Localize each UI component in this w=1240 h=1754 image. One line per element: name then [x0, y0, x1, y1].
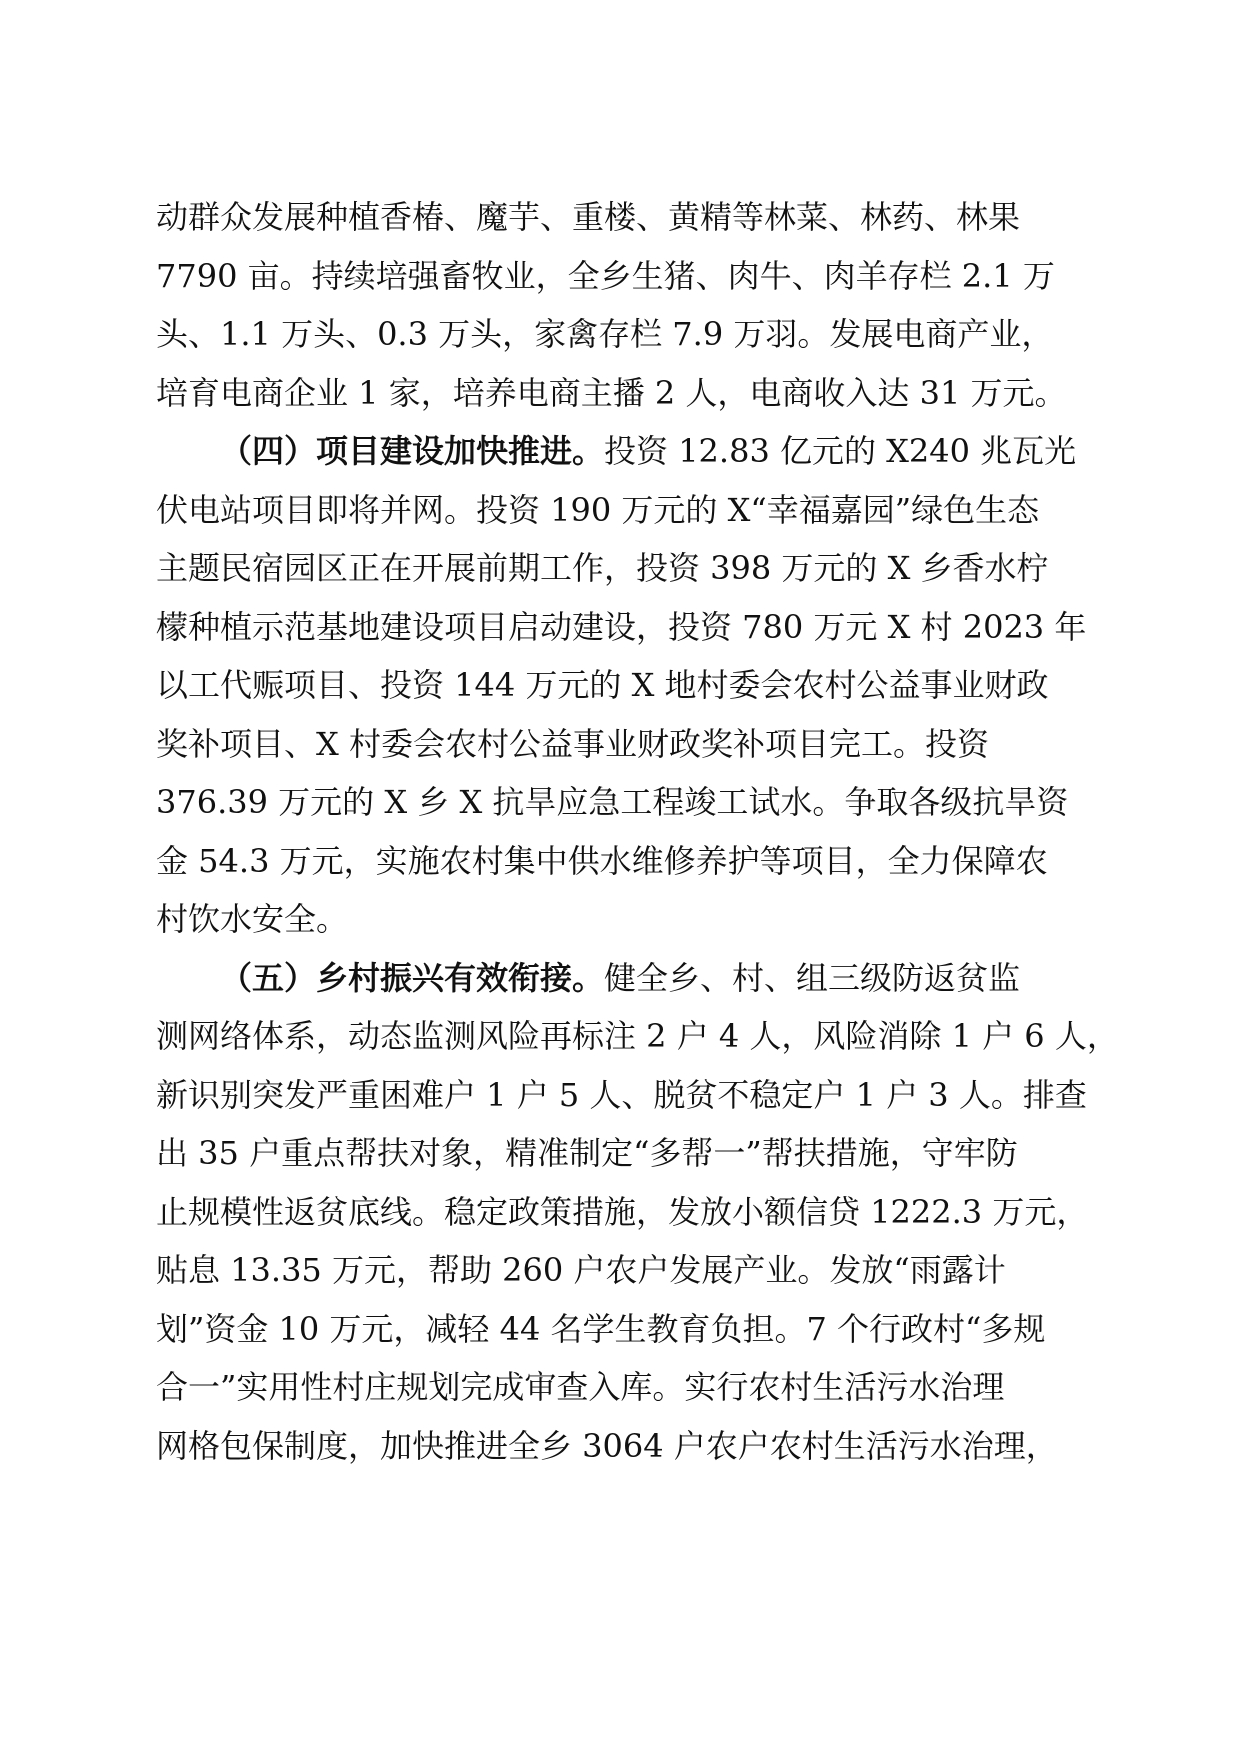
text-run: 投资 12.83 亿元的 X240 兆瓦光 — [604, 432, 1077, 470]
text-line: 网格包保制度，加快推进全乡 3064 户农户农村生活污水治理， — [156, 1426, 1058, 1465]
paragraph-rural-revitalization — [156, 949, 1119, 1476]
text-line: 伏电站项目即将并网。投资 190 万元的 X“幸福嘉园”绿色生态 — [156, 490, 1040, 529]
text-line: 合一”实用性村庄规划完成审查入库。实行农村生活污水治理 — [156, 1368, 1005, 1406]
paragraph-livestock-ecommerce — [156, 188, 1116, 422]
text-line: 376.39 万元的 X 乡 X 抗旱应急工程竣工试水。争取各级抗旱资 — [156, 783, 1069, 821]
text-line-first — [156, 949, 1116, 1008]
section-heading: （四）项目建设加快推进。 — [220, 432, 605, 470]
section-heading: （五）乡村振兴有效衔接。 — [220, 958, 605, 997]
text-line: 出 35 户重点帮扶对象，精准制定“多帮一”帮扶措施，守牢防 — [156, 1134, 1018, 1172]
text-line: 贴息 13.35 万元，帮助 260 户农户发展产业。发放“雨露计 — [156, 1251, 1006, 1289]
text-line: 动群众发展种植香椿、魔芋、重楼、黄精等林菜、林药、林果 — [156, 198, 1021, 236]
text-line: 培育电商企业 1 家，培养电商主播 2 人，电商收入达 31 万元。 — [156, 373, 1067, 412]
text-line: 7790 亩。持续培强畜牧业，全乡生猪、肉牛、肉羊存栏 2.1 万 — [156, 256, 1055, 295]
text-line: 以工代赈项目、投资 144 万元的 X 地村委会农村公益事业财政 — [156, 666, 1049, 704]
text-run: 健全乡、村、组三级防返贫监 — [604, 958, 1021, 997]
text-line: 奖补项目、X 村委会农村公益事业财政奖补项目完工。投资 — [156, 724, 989, 763]
text-line: 止规模性返贫底线。稳定政策措施，发放小额信贷 1222.3 万元， — [156, 1192, 1089, 1231]
text-line: 新识别突发严重困难户 1 户 5 人、脱贫不稳定户 1 户 3 人。排查 — [156, 1075, 1087, 1114]
text-line: 檬种植示范基地建设项目启动建设，投资 780 万元 X 村 2023 年 — [156, 607, 1087, 646]
text-line: 头、1.1 万头、0.3 万头，家禽存栏 7.9 万羽。发展电商产业， — [156, 315, 1054, 353]
body-text — [156, 188, 1119, 1475]
text-line: 村饮水安全。 — [156, 900, 349, 938]
paragraph-project-construction — [156, 422, 1116, 949]
text-line: 主题民宿园区正在开展前期工作，投资 398 万元的 X 乡香水柠 — [156, 549, 1049, 587]
text-line: 划”资金 10 万元，减轻 44 名学生教育负担。7 个行政村“多规 — [156, 1309, 1046, 1348]
text-line: 金 54.3 万元，实施农村集中供水维修养护等项目，全力保障农 — [156, 841, 1048, 880]
text-line-first — [156, 422, 1116, 481]
text-line: 测网络体系，动态监测风险再标注 2 户 4 人，风险消除 1 户 6 人， — [156, 1017, 1119, 1055]
